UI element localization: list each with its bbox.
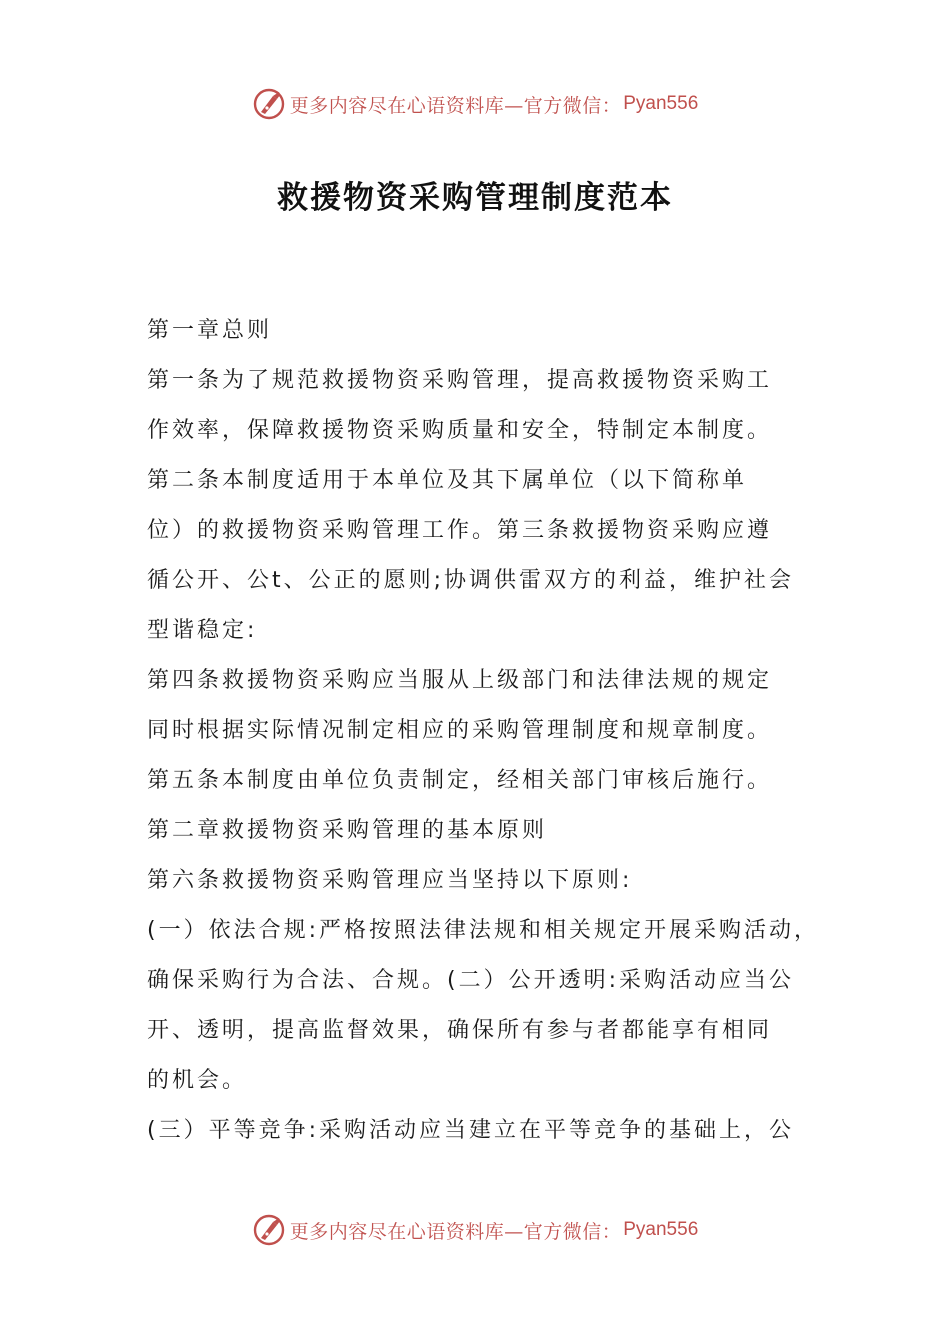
body-line: 循公开、公t、公正的愿则;协调供雷双方的利益，维护社会 bbox=[147, 568, 795, 593]
body-line: 第一条为了规范救援物资采购管理，提高救援物资采购工 bbox=[147, 368, 773, 393]
body-line: 确保采购行为合法、合规。(二）公开透明:采购活动应当公 bbox=[147, 968, 794, 993]
header-banner-text: 更多内容尽在心语资料库—官方微信： bbox=[289, 94, 622, 117]
body-line: 的机会。 bbox=[147, 1068, 248, 1093]
body-line: 同时根据实际情况制定相应的采购管理制度和规章制度。 bbox=[147, 718, 773, 743]
body-line: 第一章总则 bbox=[147, 318, 273, 343]
header-banner-wechat-id: Pyan556 bbox=[623, 93, 699, 114]
document-title: 救援物资采购管理制度范本 bbox=[277, 180, 673, 216]
body-line: (一）依法合规:严格按照法律法规和相关规定开展采购活动， bbox=[147, 918, 819, 943]
header-banner bbox=[0, 84, 950, 124]
body-line: 开、透明，提高监督效果，确保所有参与者都能享有相同 bbox=[147, 1018, 773, 1043]
body-line: 第二章救援物资采购管理的基本原则 bbox=[147, 818, 548, 843]
body-line: 第四条救援物资采购应当服从上级部门和法律法规的规定 bbox=[147, 668, 773, 693]
footer-banner-text: 更多内容尽在心语资料库—官方微信： bbox=[289, 1220, 622, 1243]
document-body bbox=[147, 306, 819, 1156]
body-line: 第二条本制度适用于本单位及其下属单位（以下简称单 bbox=[147, 468, 748, 493]
footer-banner-wechat-id: Pyan556 bbox=[623, 1219, 699, 1240]
pen-nib-logo-icon bbox=[252, 87, 286, 121]
body-line: (三）平等竞争:采购活动应当建立在平等竞争的基础上，公 bbox=[147, 1118, 794, 1143]
body-line: 作效率，保障救援物资采购质量和安全，特制定本制度。 bbox=[147, 418, 773, 443]
body-line: 第五条本制度由单位负责制定，经相关部门审核后施行。 bbox=[147, 768, 773, 793]
body-line: 第六条救援物资采购管理应当坚持以下原则: bbox=[147, 868, 633, 893]
pen-nib-logo-icon bbox=[252, 1213, 286, 1247]
footer-banner bbox=[0, 1210, 950, 1250]
body-line: 位）的救援物资采购管理工作。第三条救援物资采购应遵 bbox=[147, 518, 773, 543]
body-line: 型谐稳定: bbox=[147, 618, 258, 643]
